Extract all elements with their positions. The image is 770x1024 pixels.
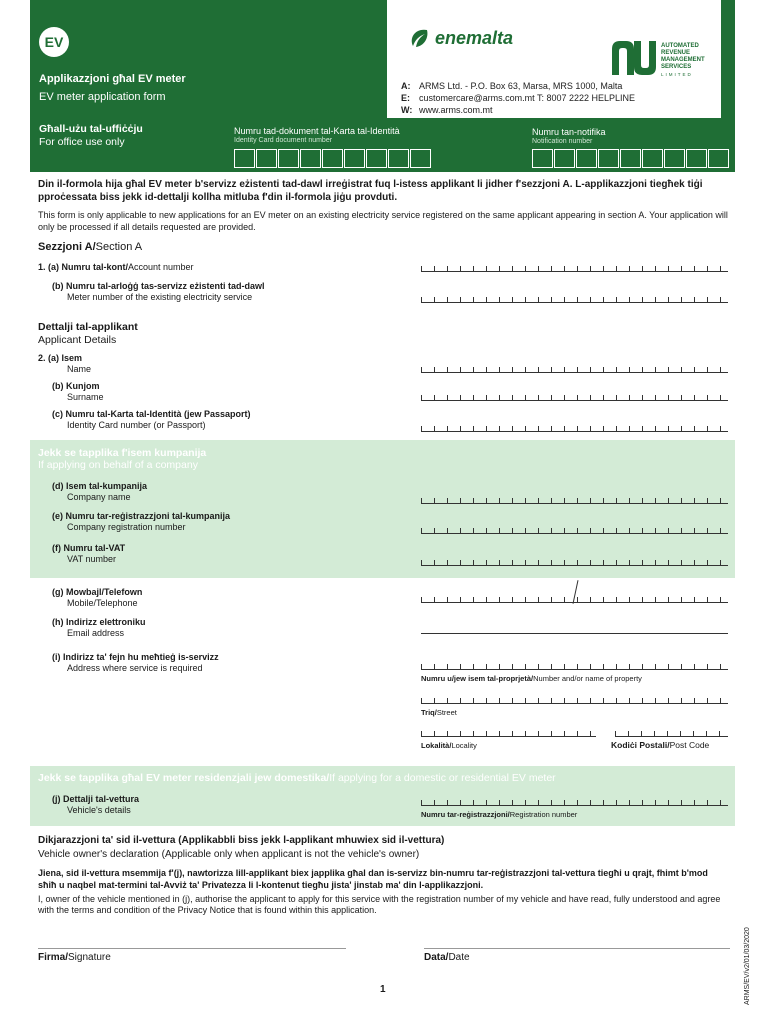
enemalta-leaf-icon: [407, 26, 431, 50]
property-sublabel: Numru u/jew isem tal-proprjetà/Number and/or name of property: [421, 674, 642, 683]
company-name-input[interactable]: [421, 497, 728, 504]
field-account-number-label: 1. (a) Numru tal-kont/Account number: [38, 262, 194, 272]
field-company-name-label: (d) Isem tal-kumpanija Company name: [52, 481, 148, 502]
field-address-label: (i) Indirizz ta' fejn hu meħtieġ is-servizz Address where service is required: [52, 652, 219, 673]
field-vat-label: (f) Numru tal-VAT VAT number: [52, 543, 126, 564]
idcard-doc-boxes[interactable]: [234, 149, 431, 168]
account-number-input[interactable]: [421, 265, 728, 272]
email-input[interactable]: [421, 633, 728, 634]
declaration-text-en: I, owner of the vehicle mentioned in (j), authorise the applicant to apply for this service with the registration number of my vehicle and have read, fully understood and agree with the terms and condition of the Privacy Notice that is found within this application.: [38, 894, 721, 915]
registration-input[interactable]: [421, 799, 728, 806]
enemalta-wordmark: enemalta: [435, 27, 514, 48]
registration-sublabel: Numru tar-reġistrazzjoni/Registration number: [421, 810, 578, 819]
intro-text-en: This form is only applicable to new applications for an EV meter on an existing electricity service registered on the same applicant appearing in section A. Your application will only be processed if all details requested are provided.: [38, 210, 728, 232]
meter-number-input[interactable]: [421, 296, 728, 303]
field-idcard-label: (c) Numru tal-Karta tal-Identità (jew Passaport) Identity Card number (or Passport): [52, 409, 251, 430]
declaration-text-mt: Jiena, sid il-vettura msemmija f'(j), nawtorizza lill-applikant biex japplika għal dan is-servizz bin-numru tar-reġistrazzjoni tal-vettura tiegħi u qrajt, fhimt b'mod sħiħ u naqbel mat-termini tal-Avviż ta' Privatezza li l-kontenut tiegħu jista' jinstab ma' din l-applikazzjoni.: [38, 868, 708, 890]
field-name-label: 2. (a) Isem Name: [38, 353, 92, 374]
locality-input[interactable]: [421, 730, 596, 737]
field-company-reg-label: (e) Numru tar-reġistrazzjoni tal-kumpanija Company registration number: [52, 511, 231, 532]
idcard-doc-sublabel: Identity Card document number: [234, 137, 333, 144]
company-heading-en: If applying on behalf of a company: [38, 459, 198, 471]
street-sublabel: Triq/Street: [421, 708, 457, 717]
domestic-heading: Jekk se tapplika għal EV meter residenzjali jew domestika/If applying for a domestic or residential EV meter: [38, 772, 556, 784]
office-label-mt: Għall-użu tal-uffiċċju: [39, 123, 143, 135]
form-code: ARMS/EV/v2/01/03/2020: [744, 927, 751, 1005]
header-panel: [30, 0, 387, 118]
company-reg-input[interactable]: [421, 527, 728, 534]
arms-name: AUTOMATED REVENUE MANAGEMENT SERVICES LIMITED: [661, 43, 705, 77]
surname-input[interactable]: [421, 394, 728, 401]
field-mobile-label: (g) Mowbajl/Telefown Mobile/Telephone: [52, 587, 143, 608]
notification-sublabel: Notification number: [532, 138, 593, 145]
enemalta-logo: [407, 26, 513, 50]
idcard-doc-label: Numru tad-dokument tal-Karta tal-Identità: [234, 126, 400, 136]
intro-text-mt: Din il-formola hija għal EV meter b'servizz eżistenti tad-dawl irreġistrat fuq l-istess applikant li jidher f'sezzjoni A. L-applikazzjoni tiegħek tiġi pproċessata biss jekk id-dettalji kollha mitluba f'din il-formola jiġu provduti.: [38, 179, 703, 203]
office-use-bar: [30, 118, 735, 172]
date-line[interactable]: [424, 948, 730, 949]
date-label: Data/Date: [424, 952, 470, 963]
declaration-title-en: Vehicle owner's declaration (Applicable only when applicant is not the vehicle's owner): [38, 849, 420, 860]
vat-input[interactable]: [421, 559, 728, 566]
contact-block: A: ARMS Ltd. - P.O. Box 63, Marsa, MRS 1000, Malta E: customercare@arms.com.mt T: 8007 2222 HELPLINE W: www.arms.com.mt: [401, 81, 636, 115]
signature-label: Firma/Signature: [38, 952, 111, 963]
notification-boxes[interactable]: [532, 149, 729, 168]
office-label-en: For office use only: [39, 136, 125, 148]
locality-sublabel: Lokalità/Locality: [421, 741, 477, 750]
contact-address: ARMS Ltd. - P.O. Box 63, Marsa, MRS 1000, Malta: [419, 81, 623, 91]
ev-badge: EV: [39, 27, 69, 57]
idcard-input[interactable]: [421, 425, 728, 432]
field-vehicle-label: (j) Dettalji tal-vettura Vehicle's details: [52, 794, 140, 815]
section-a-title: Sezzjoni A/Section A: [38, 241, 143, 253]
applicant-details-heading: Dettalji tal-applikant Applicant Details: [38, 321, 138, 346]
form-title-mt: Applikazzjoni għal EV meter: [39, 73, 186, 85]
property-input[interactable]: [421, 663, 728, 670]
postcode-input[interactable]: [615, 730, 728, 737]
postcode-sublabel: Kodiċi Postali/Post Code: [611, 740, 710, 750]
name-input[interactable]: [421, 366, 728, 373]
field-surname-label: (b) Kunjom Surname: [52, 381, 104, 402]
declaration-title-mt: Dikjarazzjoni ta' sid il-vettura (Applikabbli biss jekk l-applikant mhuwiex sid il-vettura): [38, 835, 445, 846]
page-number: 1: [380, 984, 386, 995]
arms-logo-icon: [612, 41, 656, 75]
field-email-label: (h) Indirizz elettroniku Email address: [52, 617, 146, 638]
company-heading-mt: Jekk se tapplika f'isem kumpanija: [38, 447, 207, 459]
street-input[interactable]: [421, 697, 728, 704]
notification-label: Numru tan-notifika: [532, 127, 606, 137]
signature-line[interactable]: [38, 948, 346, 949]
contact-website[interactable]: www.arms.com.mt: [419, 105, 493, 115]
field-meter-number-label: (b) Numru tal-arloġġ tas-servizz eżistenti tad-dawl Meter number of the existing electricity service: [52, 281, 265, 302]
contact-email[interactable]: customercare@arms.com.mt T: 8007 2222 HELPLINE: [419, 93, 636, 103]
form-title-en: EV meter application form: [39, 91, 166, 103]
